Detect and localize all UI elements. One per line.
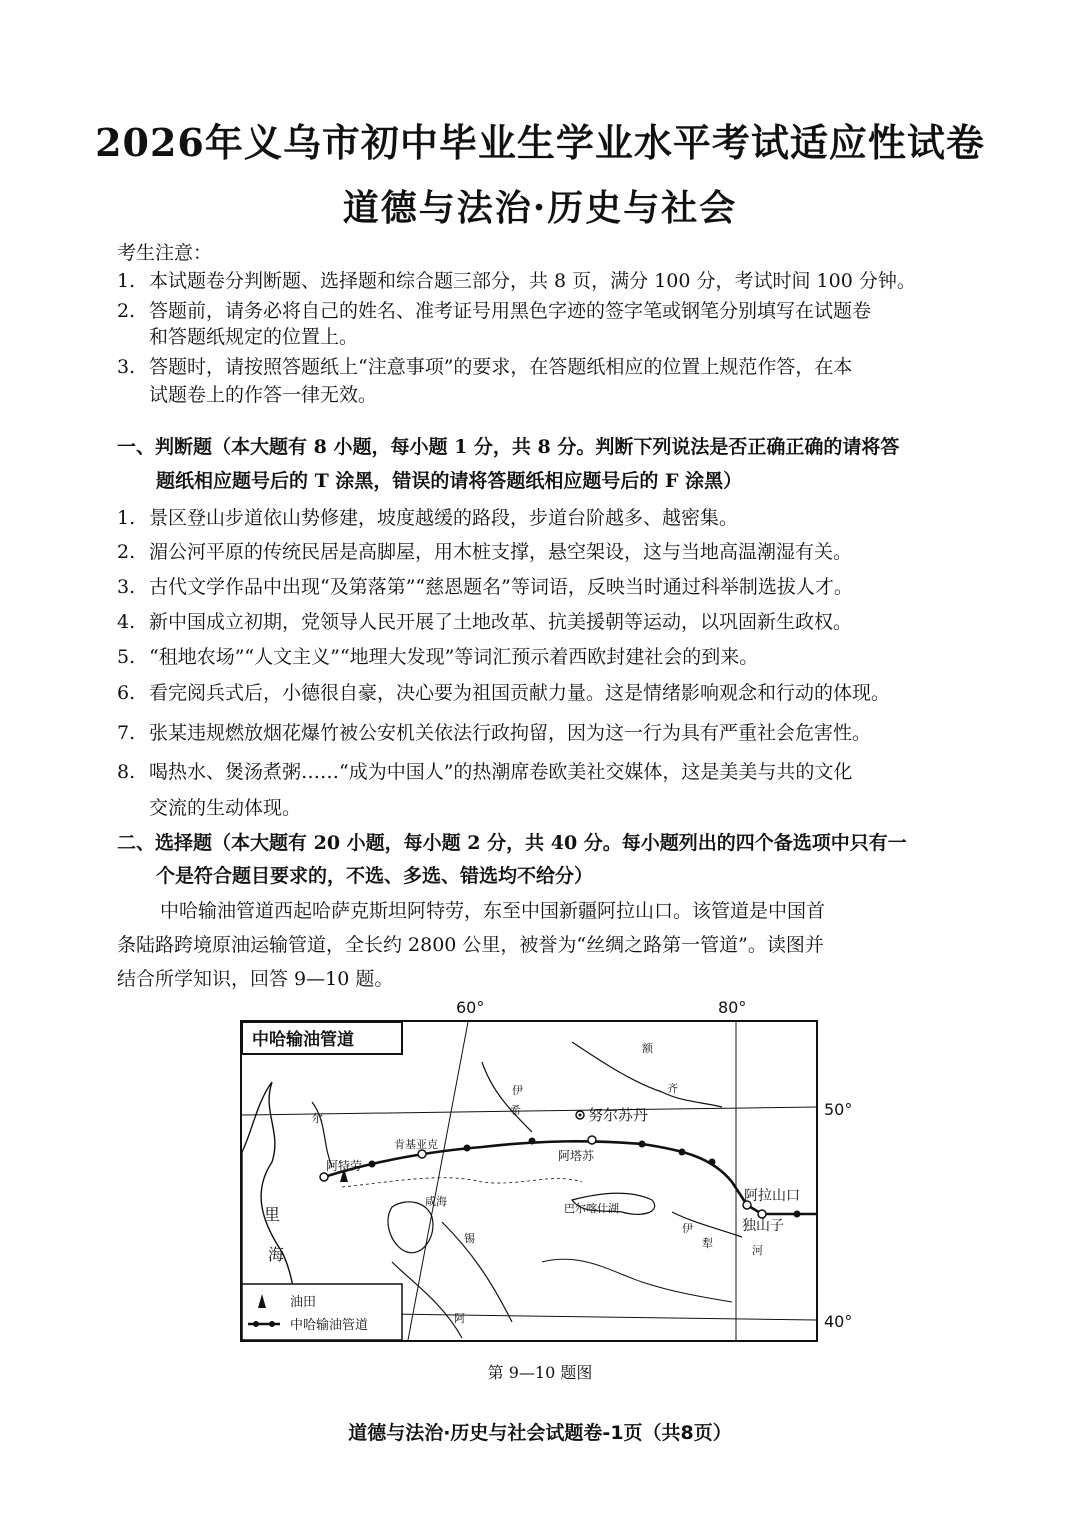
section1-heading: 一、判断题（本大题有 8 小题，每小题 1 分，共 8 分。判断下列说法是否正确正确的请将答 — [117, 436, 900, 458]
judge-question-5: 5. “租地农场”“人文主义”“地理大发现”等词汇预示着西欧封建社会的到来。 — [117, 646, 759, 668]
pipeline-node — [679, 1149, 686, 1156]
atyrau-marker — [320, 1173, 328, 1181]
intro-line-2: 条陆路跨境原油运输管道，全长约 2800 公里，被誉为“丝绸之路第一管道”。读图并 — [117, 934, 824, 956]
river-label-xi: 希 — [510, 1104, 521, 1117]
river-label-li: 犁 — [702, 1237, 713, 1250]
map-title: 中哈输油管道 — [252, 1030, 354, 1050]
notice-item-3: 3. 答题时，请按照答题纸上“注意事项”的要求，在答题纸相应的位置上规范作答，在本 — [117, 356, 853, 378]
longitude-label-80: 80° — [718, 998, 747, 1017]
parallel-50 — [242, 1107, 816, 1115]
notice-item-2: 2. 答题前，请务必将自己的姓名、准考证号用黑色字迹的签字笔或钢笔分别填写在试题卷 — [117, 300, 872, 322]
river-label-qi: 齐 — [667, 1082, 678, 1095]
notice-item-1: 1. 本试题卷分判断题、选择题和综合题三部分，共 8 页，满分 100 分，考试时间 100 分钟。 — [117, 270, 916, 292]
atyrau-label: 阿特劳 — [326, 1159, 363, 1173]
nursultan-label: 努尔苏丹 — [588, 1106, 649, 1124]
notice-item-3-cont: 试题卷上的作答一律无效。 — [149, 384, 378, 406]
dushanzi-marker — [758, 1210, 766, 1218]
judge-question-8: 8. 喝热水、煲汤煮粥……“成为中国人”的热潮席卷欧美社交媒体，这是美美与共的文化 — [117, 761, 853, 783]
nursultan-marker-dot — [579, 1114, 582, 1117]
alashankou-label: 阿拉山口 — [744, 1188, 800, 1204]
meridian-60 — [408, 1022, 468, 1340]
latitude-label-40: 40° — [824, 1312, 853, 1331]
notice-heading: 考生注意： — [117, 242, 213, 264]
inner-border — [342, 1178, 582, 1187]
pipeline-node — [529, 1138, 536, 1145]
map-svg — [242, 1022, 816, 1340]
irtysh-river — [482, 1062, 532, 1132]
river-label-yi: 伊 — [512, 1084, 523, 1097]
kenkiyak-marker — [418, 1150, 426, 1158]
pipeline-node — [794, 1211, 801, 1218]
section1-heading-cont: 题纸相应题号后的 T 涂黑，错误的请将答题纸相应题号后的 F 涂黑） — [156, 470, 743, 492]
river-label-e: 额 — [642, 1042, 653, 1055]
southern-border — [542, 1259, 732, 1302]
judge-question-7: 7. 张某违规燃放烟花爆竹被公安机关依法行政拘留，因为这一行为具有严重社会危害性。 — [117, 722, 872, 744]
syr-darya-river — [442, 1222, 512, 1322]
pipeline-node — [369, 1161, 376, 1168]
legend-oilfield-label: 油田 — [290, 1295, 317, 1310]
legend-pipeline-label: 中哈输油管道 — [290, 1318, 369, 1333]
section2-heading-cont: 个是符合题目要求的，不选、多选、错选均不给分） — [156, 865, 594, 887]
balkhash-lake-label: 巴尔喀什湖 — [564, 1202, 619, 1215]
river-label-ural-1: 尔 — [312, 1112, 323, 1125]
pipeline-map — [240, 1020, 818, 1342]
caspian-label-2: 海 — [268, 1245, 285, 1264]
legend-pipeline-node — [269, 1321, 275, 1327]
river-label-he: 河 — [752, 1244, 763, 1257]
judge-question-4: 4. 新中国成立初期，党领导人民开展了土地改革、抗美援朝等运动，以巩固新生政权。 — [117, 611, 853, 633]
river-label-a: 阿 — [454, 1312, 465, 1325]
section2-heading: 二、选择题（本大题有 20 小题，每小题 2 分，共 40 分。每小题列出的四个备选项中只有一 — [117, 832, 907, 854]
dushanzi-label: 独山子 — [742, 1218, 784, 1234]
intro-line-3: 结合所学知识，回答 9—10 题。 — [117, 968, 394, 990]
river-label-xi2: 锡 — [464, 1232, 475, 1245]
map-caption: 第 9—10 题图 — [487, 1363, 593, 1382]
river-label-ili: 伊 — [682, 1222, 693, 1235]
judge-question-3: 3. 古代文学作品中出现“及第落第”“慈恩题名”等词语，反映当时通过科举制选拔人才。 — [117, 576, 853, 598]
legend-pipeline-node — [253, 1321, 259, 1327]
page-footer: 道德与法治·历史与社会试题卷-1页（共8页） — [348, 1422, 732, 1444]
latitude-label-50: 50° — [824, 1100, 853, 1119]
pipeline-node — [464, 1145, 471, 1152]
intro-line-1: 中哈输油管道西起哈萨克斯坦阿特劳，东至中国新疆阿拉山口。该管道是中国首 — [160, 900, 826, 922]
aral-sea-label: 咸海 — [425, 1195, 447, 1208]
kenkiyak-label: 肯基亚克 — [394, 1138, 438, 1151]
judge-question-1: 1. 景区登山步道依山势修建，坡度越缓的路段，步道台阶越多、越密集。 — [117, 507, 739, 529]
exam-title: 2026年义乌市初中毕业生学业水平考试适应性试卷 — [95, 120, 985, 165]
caspian-label-1: 里 — [264, 1205, 281, 1224]
judge-question-6: 6. 看完阅兵式后，小德很自豪，决心要为祖国贡献力量。这是情绪影响观念和行动的体现。 — [117, 682, 891, 704]
atasu-label: 阿塔苏 — [558, 1149, 595, 1163]
longitude-label-60: 60° — [456, 998, 485, 1017]
pipeline-node — [709, 1159, 716, 1166]
atasu-marker — [588, 1136, 596, 1144]
pipeline-node — [639, 1141, 646, 1148]
aral-sea-outline — [388, 1202, 433, 1253]
exam-subtitle: 道德与法治·历史与社会 — [342, 187, 738, 229]
notice-item-2-cont: 和答题纸规定的位置上。 — [149, 326, 359, 348]
judge-question-8-cont: 交流的生动体现。 — [149, 797, 302, 819]
judge-question-2: 2. 湄公河平原的传统民居是高脚屋，用木桩支撑，悬空架设，这与当地高温潮湿有关。 — [117, 541, 853, 563]
